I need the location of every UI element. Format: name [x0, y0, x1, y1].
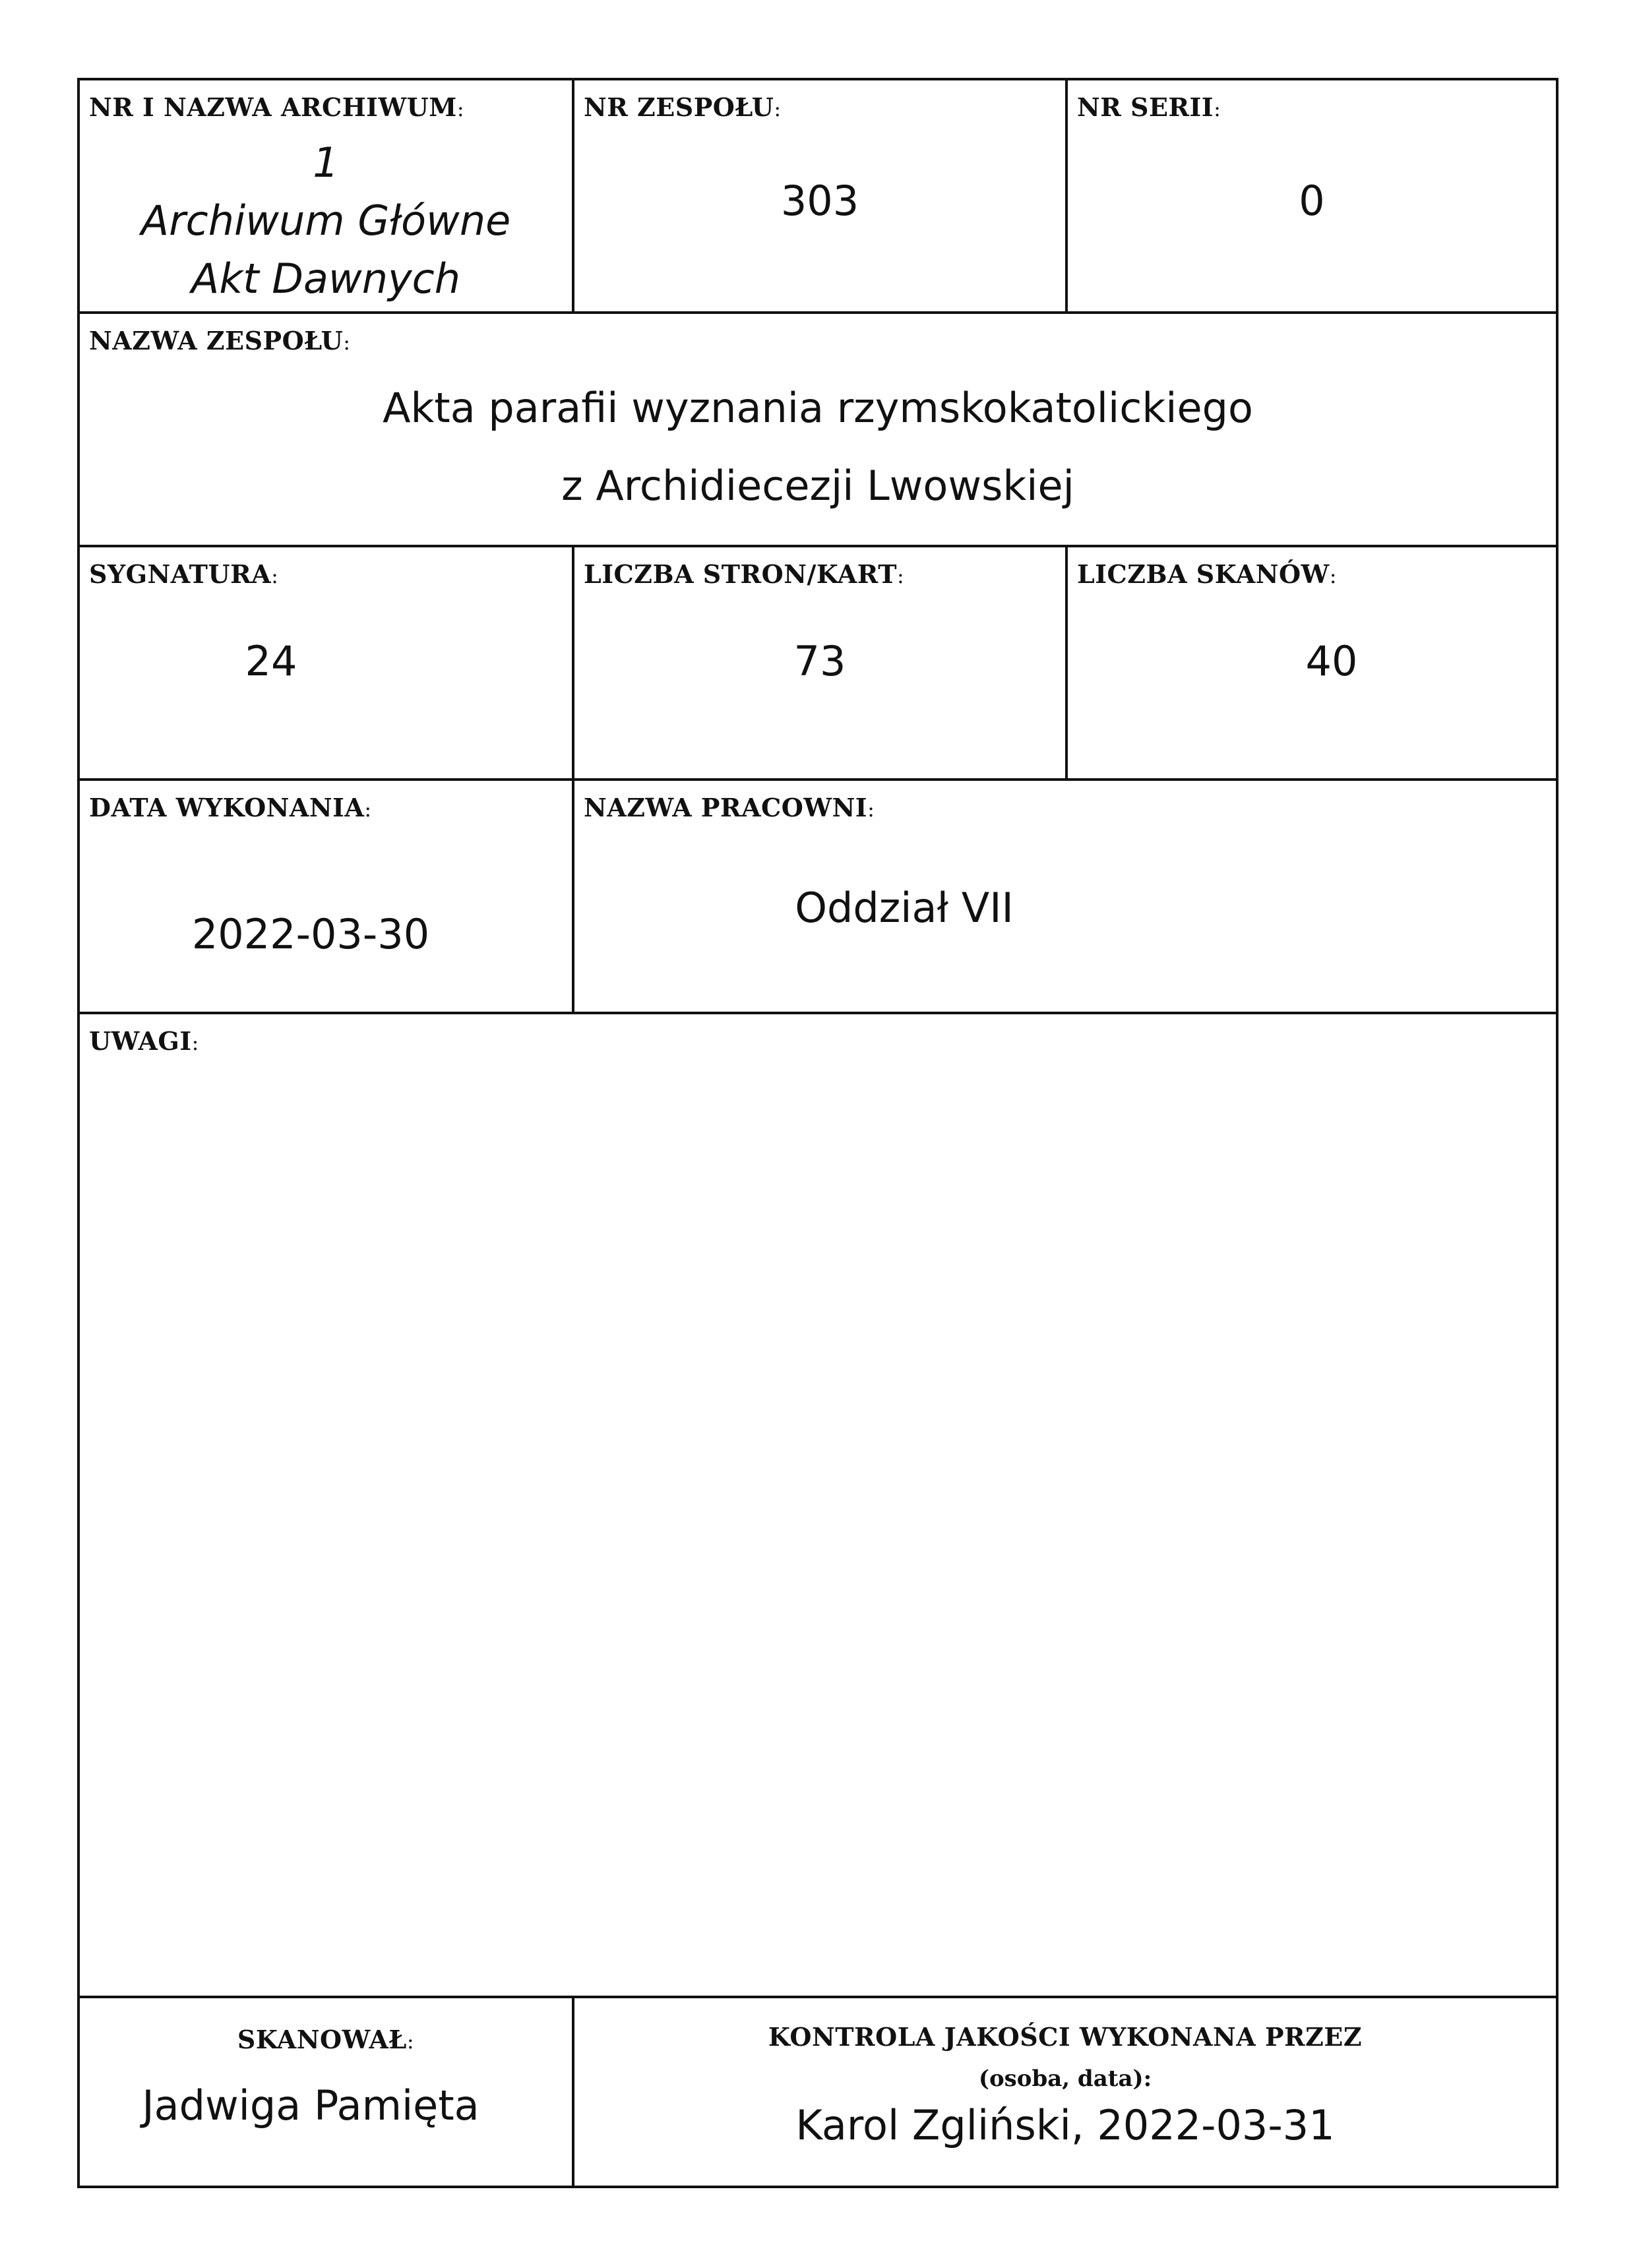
scans-count-cell — [1068, 547, 1556, 781]
archive-name-line1: Archiwum Główne — [140, 197, 511, 245]
fonds-number-cell — [574, 80, 1068, 314]
quality-control-label: KONTROLA JAKOŚCI WYKONANA PRZEZ — [768, 2022, 1363, 2052]
workshop-value: Oddział VII — [795, 884, 1014, 932]
fonds-name-line1: Akta parafii wyznania rzymskokatolickiego — [383, 384, 1253, 432]
series-number-value: 0 — [1299, 177, 1325, 225]
fonds-name-label: NAZWA ZESPOŁU: — [89, 326, 351, 355]
archive-label: NR I NAZWA ARCHIWUM: — [89, 92, 465, 122]
scans-count-label: LICZBA SKANÓW: — [1077, 559, 1338, 589]
date-value: 2022-03-30 — [191, 910, 430, 958]
quality-control-value: Karol Zgliński, 2022-03-31 — [795, 2101, 1335, 2149]
quality-control-sub-label: (osoba, data): — [978, 2066, 1152, 2092]
fonds-name-line2: z Archidiecezji Lwowskiej — [561, 462, 1074, 510]
archive-number: 1 — [313, 138, 339, 187]
fonds-number-label: NR ZESPOŁU: — [584, 92, 782, 122]
scans-count-value: 40 — [1305, 637, 1358, 685]
pages-count-value: 73 — [793, 637, 846, 685]
pages-count-cell — [574, 547, 1068, 781]
date-label: DATA WYKONANIA: — [89, 793, 372, 822]
scanned-by-label: SKANOWAŁ: — [237, 2025, 415, 2054]
series-number-label: NR SERII: — [1077, 92, 1221, 122]
notes-label: UWAGI: — [89, 1026, 199, 1056]
scanned-by-cell — [80, 1998, 574, 2186]
series-number-cell — [1068, 80, 1556, 314]
metadata-form — [77, 78, 1558, 2188]
archive-cell — [80, 80, 574, 314]
fonds-number-value: 303 — [780, 177, 859, 225]
scanned-by-value: Jadwiga Pamięta — [142, 2081, 479, 2130]
archive-name-line2: Akt Dawnych — [191, 255, 461, 303]
workshop-label: NAZWA PRACOWNI: — [584, 793, 875, 822]
workshop-cell — [574, 781, 1556, 1014]
fonds-name-cell — [80, 314, 1556, 547]
date-cell — [80, 781, 574, 1014]
signature-value: 24 — [245, 637, 297, 685]
notes-cell — [80, 1014, 1556, 1998]
signature-cell — [80, 547, 574, 781]
signature-label: SYGNATURA: — [89, 559, 279, 589]
pages-count-label: LICZBA STRON/KART: — [584, 559, 905, 589]
quality-control-cell — [574, 1998, 1556, 2186]
